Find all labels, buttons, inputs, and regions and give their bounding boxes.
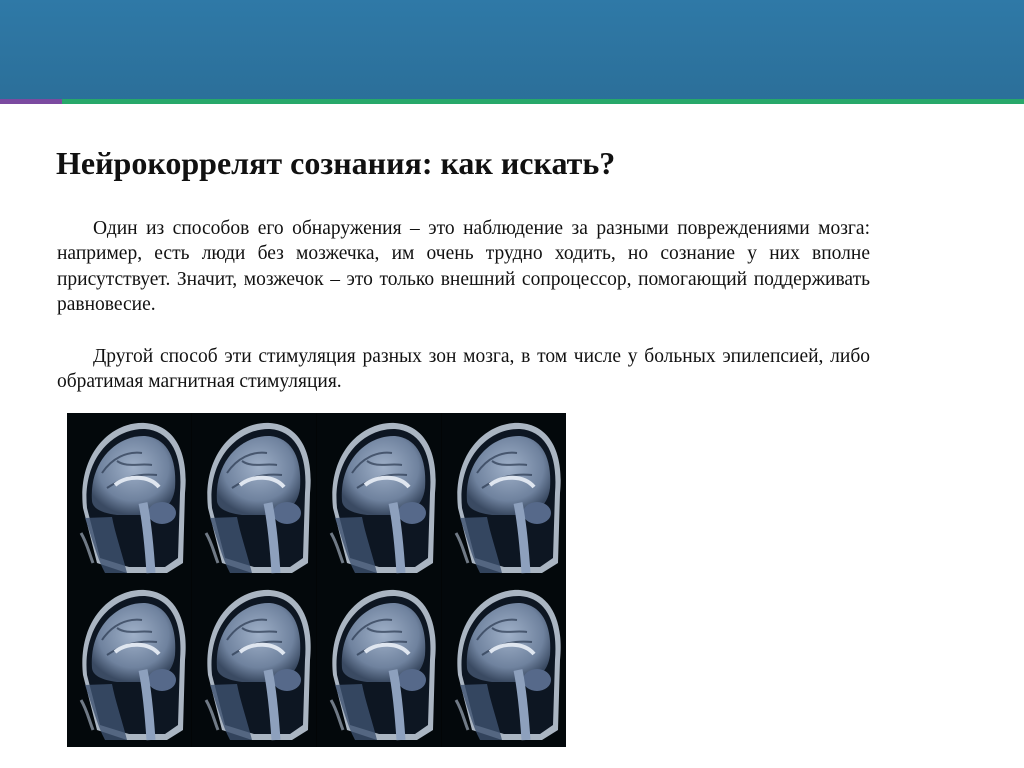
header-accent-marker [0,99,62,104]
slide-title: Нейрокоррелят сознания: как искать? [56,145,616,181]
header-band [0,0,1024,102]
paragraph-2: Другой способ эти стимуляция разных зон мозга, в том числе у больных эпилепсией, либо обратимая магнитная стимуляция. [57,346,870,393]
paragraph-1: Один из способов его обнаружения – это наблюдение за разными повреждениями мозга: например, есть люди без мозжечка, им очень трудно ходить, но сознание у них вполне присутствует. Значит, мозжечок – это только внешний сопроцессор, помогающий поддерживать равновесие. [57,218,870,316]
header-accent-line [0,99,1024,104]
mri-scan-image [67,413,566,747]
